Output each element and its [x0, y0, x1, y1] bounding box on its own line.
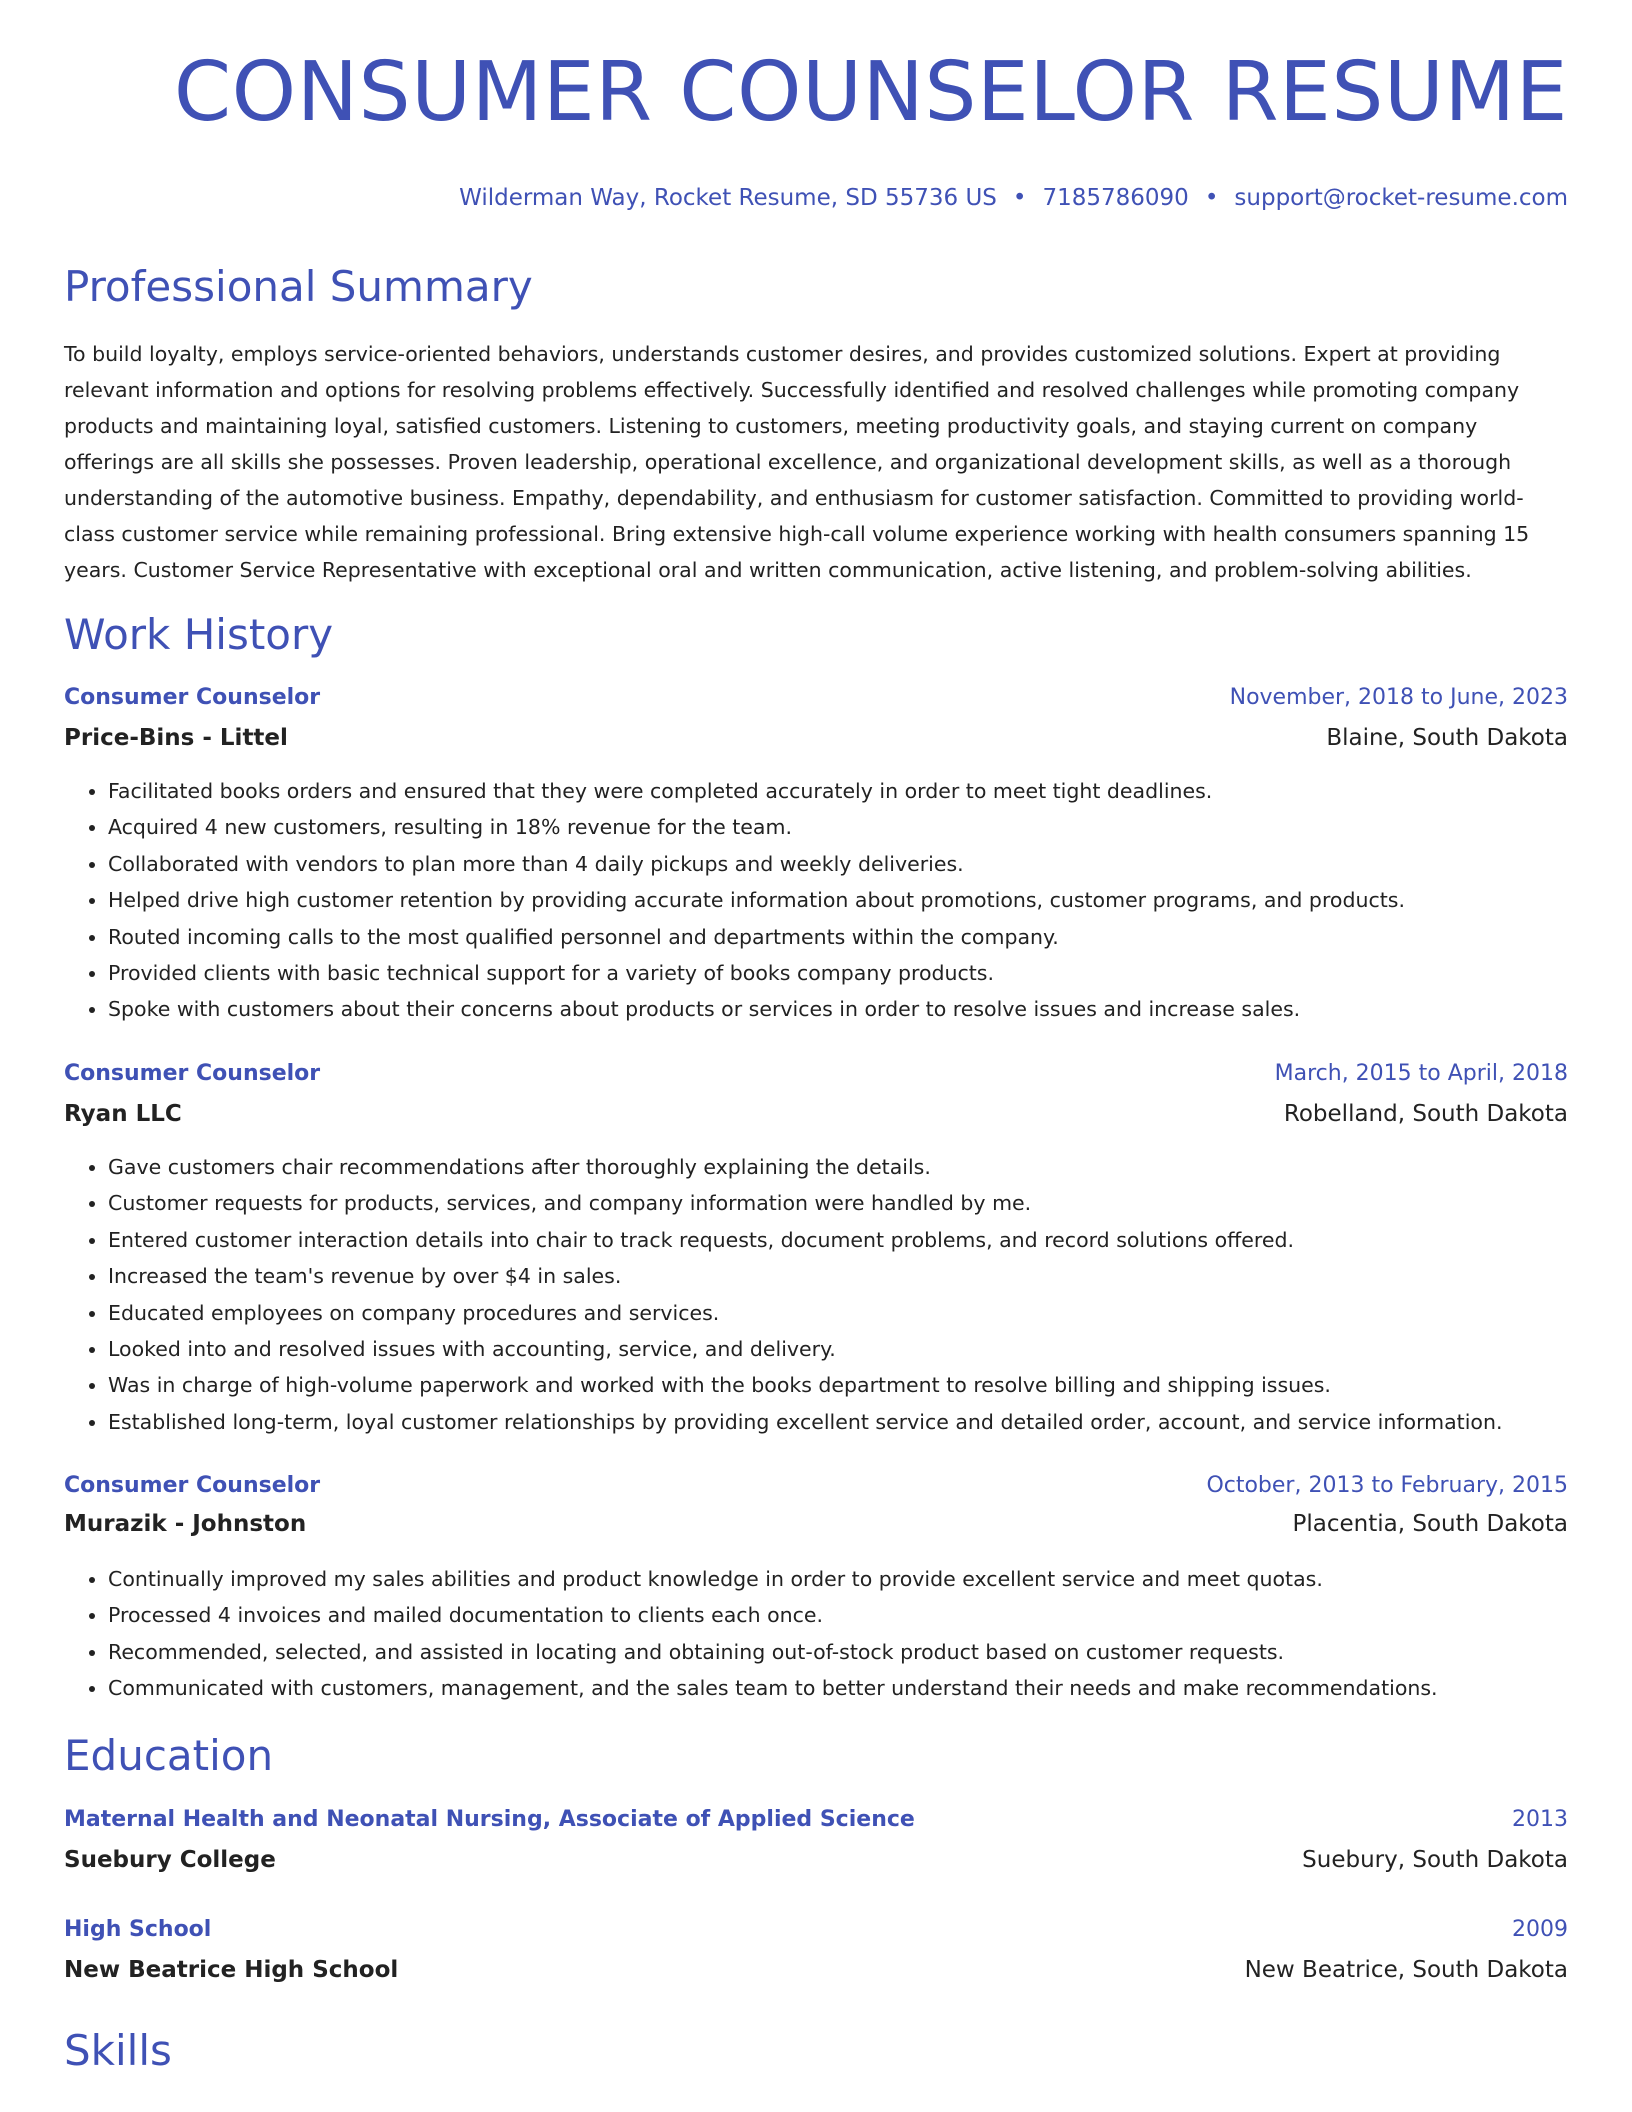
contact-phone: 7185786090	[1042, 185, 1189, 211]
job-bullet: • Continually improved my sales abilities and product knowledge in order to provide excellent service and meet quotas.	[108, 1561, 1568, 1597]
contact-email: support@rocket-resume.com	[1234, 185, 1568, 211]
job-title-row	[64, 1470, 1568, 1502]
job-bullet: • Spoke with customers about their concerns about products or services in order to resolve issues and increase sales.	[108, 991, 1568, 1027]
job-bullet: • Acquired 4 new customers, resulting in 18% revenue for the team.	[108, 809, 1568, 845]
job-title: Consumer Counselor	[64, 1061, 321, 1086]
job-bullet: • Customer requests for products, services, and company information were handled by me.	[108, 1185, 1568, 1221]
education-school-row	[64, 1844, 1568, 1876]
job-dates: March, 2015 to April, 2018	[1274, 1061, 1568, 1086]
job-bullet: • Facilitated books orders and ensured that they were completed accurately in order to meet tight deadlines.	[108, 773, 1568, 809]
job-title-row	[64, 682, 1568, 714]
job-bullet: • Looked into and resolved issues with accounting, service, and delivery.	[108, 1331, 1568, 1367]
job-bullet: • Processed 4 invoices and mailed documentation to clients each once.	[108, 1597, 1568, 1633]
education-school: Suebury College	[64, 1847, 276, 1873]
job-bullet: • Established long-term, loyal customer relationships by providing excellent service and detailed order, account, and service information.	[108, 1404, 1568, 1440]
education-location: New Beatrice, South Dakota	[1244, 1957, 1568, 1983]
job-dates: October, 2013 to February, 2015	[1206, 1473, 1568, 1498]
job-bullet: • Gave customers chair recommendations after thoroughly explaining the details.	[108, 1149, 1568, 1185]
resume-title: CONSUMER COUNSELOR RESUME	[173, 45, 1568, 140]
education-location: Suebury, South Dakota	[1302, 1847, 1568, 1873]
job-location: Blaine, South Dakota	[1326, 725, 1568, 751]
job-bullet-list	[64, 1561, 1568, 1707]
education-degree-row	[64, 1804, 1568, 1836]
job-bullet: • Collaborated with vendors to plan more than 4 daily pickups and weekly deliveries.	[108, 846, 1568, 882]
summary-heading: Professional Summary	[64, 262, 533, 311]
job-bullet: • Was in charge of high-volume paperwork and worked with the books department to resolve billing and shipping issues.	[108, 1367, 1568, 1403]
job-title: Consumer Counselor	[64, 1473, 321, 1498]
contact-line	[459, 182, 1568, 214]
job-company: Price-Bins - Littel	[64, 725, 288, 751]
job-bullet: • Helped drive high customer retention by providing accurate information about promotions, customer programs, and products.	[108, 882, 1568, 918]
job-bullet: • Communicated with customers, management, and the sales team to better understand their needs and make recommendations.	[108, 1670, 1568, 1706]
job-bullet-list	[64, 773, 1568, 1028]
education-degree: Maternal Health and Neonatal Nursing, Associate of Applied Science	[64, 1807, 915, 1832]
job-bullet: • Recommended, selected, and assisted in locating and obtaining out-of-stock product based on customer requests.	[108, 1634, 1568, 1670]
education-degree-row	[64, 1914, 1568, 1946]
work-history-heading: Work History	[64, 610, 334, 659]
job-bullet: • Increased the team's revenue by over $4 in sales.	[108, 1258, 1568, 1294]
education-school: New Beatrice High School	[64, 1957, 399, 1983]
education-school-row	[64, 1954, 1568, 1986]
job-location: Robelland, South Dakota	[1283, 1101, 1568, 1127]
job-company: Ryan LLC	[64, 1101, 182, 1127]
job-company-row	[64, 722, 1568, 754]
job-bullet: • Routed incoming calls to the most qualified personnel and departments within the company.	[108, 919, 1568, 955]
summary-text: To build loyalty, employs service-oriented behaviors, understands customer desires, and provides customized solutions. Expert at providing relevant information and options for resolving problems effectively. Successfully identified and resolved challenges while promoting company products and maintaining loyal, satisfied customers. Listening to customers, meeting productivity goals, and staying current on company offerings are all skills she possesses. Proven leadership, operational excellence, and organizational development skills, as well as a thorough understanding of the automotive business. Empathy, dependability, and enthusiasm for customer satisfaction. Committed to providing world-class customer service while remaining professional. Bring extensive high-call volume experience working with health consumers spanning 15 years. Customer Service Representative with exceptional oral and written communication, active listening, and problem-solving abilities.	[64, 342, 1530, 582]
job-title-row	[64, 1058, 1568, 1090]
education-heading: Education	[64, 1731, 274, 1780]
contact-separator: •	[1012, 185, 1027, 211]
job-company-row	[64, 1508, 1568, 1540]
job-bullet: • Provided clients with basic technical support for a variety of books company products.	[108, 955, 1568, 991]
education-year: 2009	[1512, 1917, 1568, 1942]
job-company-row	[64, 1098, 1568, 1130]
skills-heading: Skills	[64, 2026, 172, 2075]
contact-address: Wilderman Way, Rocket Resume, SD 55736 US	[459, 185, 997, 211]
job-bullet: • Educated employees on company procedures and services.	[108, 1295, 1568, 1331]
contact-separator: •	[1204, 185, 1219, 211]
job-location: Placentia, South Dakota	[1292, 1511, 1568, 1537]
job-dates: November, 2018 to June, 2023	[1229, 685, 1568, 710]
job-bullet-list	[64, 1149, 1568, 1440]
job-bullet: • Entered customer interaction details into chair to track requests, document problems, and record solutions offered.	[108, 1222, 1568, 1258]
education-degree: High School	[64, 1917, 212, 1942]
job-company: Murazik - Johnston	[64, 1511, 307, 1537]
education-year: 2013	[1512, 1807, 1568, 1832]
job-title: Consumer Counselor	[64, 685, 321, 710]
